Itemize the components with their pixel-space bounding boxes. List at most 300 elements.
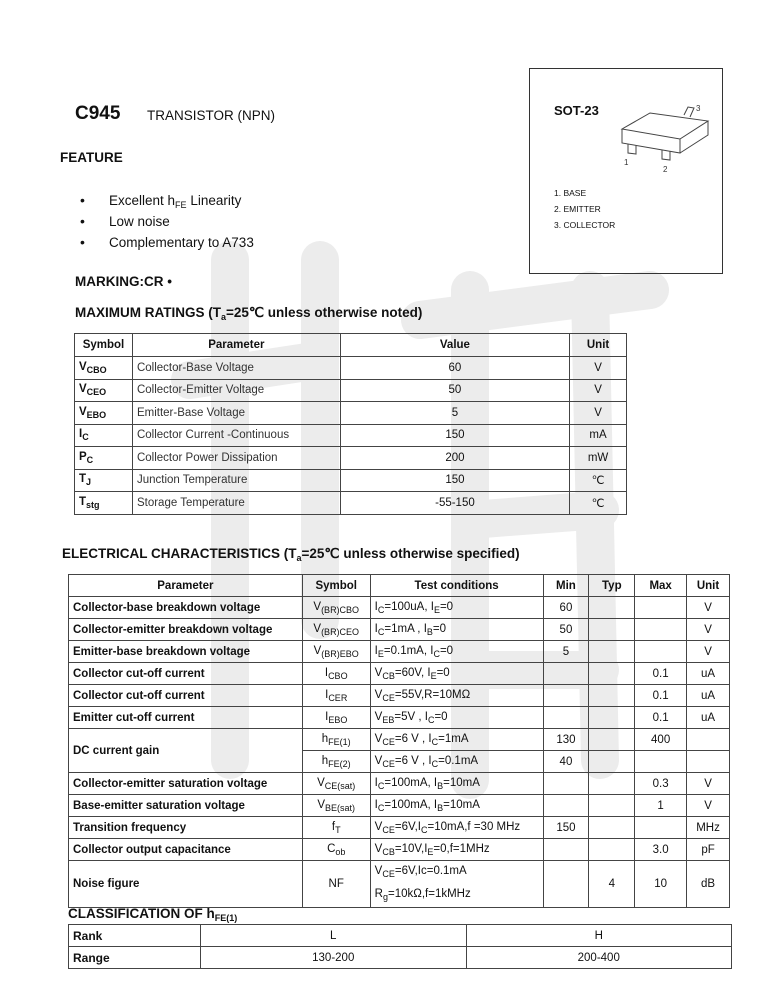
- part-description: TRANSISTOR (NPN): [147, 108, 276, 123]
- conditions-cell: [370, 619, 543, 641]
- symbol-cell: [302, 619, 370, 641]
- pin-label: 3. COLLECTOR: [554, 220, 616, 230]
- pin-1-number: 1: [624, 158, 629, 167]
- cond-letter: I: [374, 622, 378, 635]
- symbol-subscript: FE(2): [328, 758, 351, 769]
- table-row: [69, 729, 730, 751]
- table-row: [69, 773, 730, 795]
- column-header: Value: [340, 334, 569, 357]
- cond-letter: I: [433, 798, 438, 811]
- pin-3-number: 3: [696, 104, 701, 113]
- unit-cell: V: [570, 379, 627, 402]
- unit-cell: V: [687, 795, 730, 817]
- symbol-cell: [75, 447, 133, 470]
- typ-cell: [589, 641, 635, 663]
- max-cell: 0.1: [635, 707, 687, 729]
- max-cell: 1: [635, 795, 687, 817]
- unit-cell: pF: [687, 839, 730, 861]
- cond-letter: V: [374, 865, 383, 877]
- conditions-cell: [370, 707, 543, 729]
- symbol-base: I: [325, 688, 329, 701]
- symbol-cell: [302, 795, 370, 817]
- symbol-base: I: [324, 666, 329, 679]
- cond-subscript: CB: [382, 670, 395, 681]
- parameter-cell: Collector cut-off current: [69, 685, 303, 707]
- value-cell: 5: [340, 402, 569, 425]
- column-header: Unit: [570, 334, 627, 357]
- symbol-subscript: T: [335, 824, 341, 835]
- symbol-base: V: [317, 776, 325, 789]
- cond-subscript: C: [427, 714, 435, 725]
- table-row: [69, 663, 730, 685]
- typ-cell: [589, 685, 635, 707]
- table-row: [75, 402, 627, 425]
- parameter-cell: Base-emitter saturation voltage: [69, 795, 303, 817]
- classification-table: [68, 924, 732, 969]
- symbol-cell: [302, 839, 370, 861]
- cond-value: =10kΩ,f=1kMHz: [388, 888, 471, 900]
- parameter-cell: Collector output capacitance: [69, 839, 303, 861]
- parameter-cell: Collector-Base Voltage: [132, 357, 340, 380]
- conditions-cell: [370, 729, 543, 751]
- max-cell: [635, 817, 687, 839]
- parameter-cell: Emitter-Base Voltage: [132, 402, 340, 425]
- symbol-subscript: (BR)EBO: [321, 648, 359, 659]
- cond-subscript: E: [427, 846, 434, 857]
- cond-line: [375, 623, 539, 637]
- cond-line: [375, 733, 539, 747]
- cond-subscript: E: [377, 648, 384, 659]
- cond-value: =1mA ,: [384, 622, 424, 635]
- cond-value: =5V ,: [394, 710, 425, 723]
- conditions-cell: [370, 773, 543, 795]
- cond-letter: V: [374, 666, 383, 679]
- conditions-cell: [370, 663, 543, 685]
- symbol-base: h: [321, 732, 329, 745]
- electrical-table: [68, 574, 730, 908]
- parameter-cell: Collector-emitter breakdown voltage: [69, 619, 303, 641]
- unit-cell: V: [687, 619, 730, 641]
- symbol-subscript: BE(sat): [325, 802, 356, 813]
- cond-value: =10mA,f =30 MHz: [427, 820, 521, 833]
- min-cell: [543, 795, 589, 817]
- symbol-cell: [302, 707, 370, 729]
- min-cell: [543, 839, 589, 861]
- symbol-cell: [302, 663, 370, 685]
- cond-value: =0: [439, 644, 454, 657]
- table-header-row: [69, 575, 730, 597]
- cond-value: =0: [434, 710, 448, 723]
- parameter-cell: Collector Power Dissipation: [132, 447, 340, 470]
- cond-value: =100mA,: [384, 776, 434, 789]
- symbol-subscript: J: [86, 477, 92, 488]
- feature-heading: FEATURE: [60, 150, 123, 165]
- cond-value: =0: [436, 666, 450, 679]
- conditions-cell: [370, 861, 543, 908]
- symbol-cell: [302, 685, 370, 707]
- cond-subscript: CE: [382, 692, 395, 703]
- cond-line: [375, 884, 539, 907]
- table-header-row: [75, 334, 627, 357]
- cond-line: [375, 861, 539, 884]
- sot23-package-icon: [610, 99, 720, 179]
- parameter-cell: Collector Current -Continuous: [132, 424, 340, 447]
- pin-label: 1. BASE: [554, 188, 587, 198]
- conditions-cell: [370, 597, 543, 619]
- typ-cell: [589, 663, 635, 685]
- cond-letter: V: [374, 842, 383, 855]
- symbol-cell: [75, 492, 133, 515]
- symbol-base: T: [79, 495, 87, 508]
- typ-cell: [589, 839, 635, 861]
- unit-cell: MHz: [687, 817, 730, 839]
- cond-letter: R: [374, 888, 383, 900]
- package-name: SOT-23: [554, 103, 599, 118]
- rank-cell: L: [201, 925, 467, 947]
- min-cell: [543, 707, 589, 729]
- feature-item: • Complementary to A733: [80, 232, 254, 253]
- pin-label: 2. EMITTER: [554, 204, 601, 214]
- symbol-cell: [75, 402, 133, 425]
- symbol-base: T: [79, 473, 87, 486]
- value-cell: 150: [340, 424, 569, 447]
- conditions-cell: [370, 817, 543, 839]
- value-cell: 50: [340, 379, 569, 402]
- max-cell: 10: [635, 861, 687, 908]
- unit-cell: V: [687, 597, 730, 619]
- column-header: Test conditions: [370, 575, 543, 597]
- table-row: [69, 707, 730, 729]
- cond-subscript: CE: [382, 824, 395, 835]
- cond-line: [375, 821, 539, 835]
- cond-value: =6V,: [394, 820, 418, 833]
- table-row: [69, 795, 730, 817]
- cond-letter: I: [424, 842, 428, 855]
- typ-cell: [589, 729, 635, 751]
- column-header: Typ: [589, 575, 635, 597]
- cond-letter: I: [417, 820, 421, 833]
- unit-cell: [687, 751, 730, 773]
- value-cell: -55-150: [340, 492, 569, 515]
- cond-letter: I: [430, 644, 434, 657]
- unit-cell: V: [687, 641, 730, 663]
- symbol-base: NF: [328, 878, 344, 890]
- parameter-cell: Junction Temperature: [132, 469, 340, 492]
- cond-letter: I: [374, 644, 378, 657]
- rank-label: Rank: [69, 925, 201, 947]
- cond-value: =100mA,: [384, 798, 434, 811]
- cond-value: =0.1mA: [438, 754, 479, 767]
- symbol-subscript: CER: [328, 692, 348, 703]
- table-row: [69, 817, 730, 839]
- cond-value: =6V,Ic=0.1mA: [394, 865, 467, 877]
- max-cell: 0.3: [635, 773, 687, 795]
- cond-subscript: E: [430, 670, 437, 681]
- symbol-subscript: CEO: [86, 387, 107, 398]
- symbol-subscript: EBO: [86, 409, 107, 420]
- cond-value: =55V,R=10MΩ: [394, 688, 471, 701]
- cond-value: =0: [432, 622, 447, 635]
- symbol-cell: [302, 729, 370, 751]
- cond-value: =6 V ,: [394, 754, 429, 767]
- cond-value: =0.1mA,: [383, 644, 431, 657]
- table-row: [75, 447, 627, 470]
- cond-letter: V: [374, 688, 383, 701]
- symbol-base: V: [317, 798, 326, 811]
- symbol-base: I: [79, 428, 83, 441]
- min-cell: 40: [543, 751, 589, 773]
- cond-letter: I: [428, 754, 432, 767]
- column-header: Symbol: [75, 334, 133, 357]
- symbol-subscript: CBO: [86, 364, 107, 375]
- symbol-cell: [302, 861, 370, 908]
- cond-letter: I: [428, 732, 432, 745]
- symbol-cell: [302, 597, 370, 619]
- symbol-base: I: [325, 710, 329, 723]
- unit-cell: V: [570, 357, 627, 380]
- unit-cell: uA: [687, 663, 730, 685]
- parameter-cell: Transition frequency: [69, 817, 303, 839]
- min-cell: 130: [543, 729, 589, 751]
- range-label: Range: [69, 947, 201, 969]
- column-header: Min: [543, 575, 589, 597]
- table-row: [69, 947, 732, 969]
- classification-heading: CLASSIFICATION OF $h_{FE(1)}$: [68, 906, 238, 923]
- max-ratings-heading: MAXIMUM RATINGS ($T_a=25℃$ unless otherwise noted): [75, 305, 423, 322]
- range-cell: 130-200: [201, 947, 467, 969]
- cond-letter: I: [374, 776, 378, 789]
- cond-letter: I: [430, 600, 434, 613]
- symbol-subscript: C: [82, 432, 89, 443]
- table-row: [75, 492, 627, 515]
- min-cell: 150: [543, 817, 589, 839]
- max-ratings-table: [74, 333, 627, 515]
- symbol-base: V: [79, 360, 87, 373]
- min-cell: [543, 663, 589, 685]
- column-header: Parameter: [132, 334, 340, 357]
- cond-letter: I: [433, 776, 438, 789]
- symbol-base: V: [79, 383, 87, 396]
- unit-cell: mA: [570, 424, 627, 447]
- symbol-subscript: CBO: [328, 670, 348, 681]
- symbol-base: V: [313, 644, 322, 657]
- table-row: [69, 925, 732, 947]
- cond-subscript: B: [437, 802, 444, 813]
- parameter-cell: Collector-emitter saturation voltage: [69, 773, 303, 795]
- typ-cell: [589, 795, 635, 817]
- symbol-base: f: [331, 820, 336, 833]
- typ-cell: [589, 619, 635, 641]
- symbol-base: V: [313, 622, 322, 635]
- cond-letter: V: [374, 820, 383, 833]
- conditions-cell: [370, 795, 543, 817]
- range-cell: 200-400: [466, 947, 732, 969]
- unit-cell: [687, 729, 730, 751]
- cond-value: =100uA,: [384, 600, 431, 613]
- column-header: Max: [635, 575, 687, 597]
- table-row: [69, 619, 730, 641]
- cond-subscript: C: [377, 802, 385, 813]
- parameter-cell: Noise figure: [69, 861, 303, 908]
- part-number: C945: [75, 103, 121, 124]
- typ-cell: 4: [589, 861, 635, 908]
- symbol-cell: [302, 641, 370, 663]
- cond-value: =10mA: [443, 776, 480, 789]
- table-row: [75, 469, 627, 492]
- column-header: Symbol: [302, 575, 370, 597]
- pin-list: [554, 185, 615, 233]
- table-row: [69, 597, 730, 619]
- parameter-cell: Collector-Emitter Voltage: [132, 379, 340, 402]
- cond-letter: I: [374, 600, 378, 613]
- min-cell: [543, 685, 589, 707]
- max-cell: [635, 641, 687, 663]
- pin-2-number: 2: [663, 165, 668, 174]
- table-row: [69, 861, 730, 908]
- cond-subscript: C: [431, 736, 439, 747]
- symbol-base: P: [79, 450, 87, 463]
- feature-list: [80, 190, 254, 253]
- cond-line: [375, 689, 539, 703]
- electrical-heading: ELECTRICAL CHARACTERISTICS ($T_a=25℃$ unless otherwise specified): [62, 546, 520, 563]
- max-cell: 400: [635, 729, 687, 751]
- table-row: [75, 357, 627, 380]
- cond-subscript: EB: [382, 714, 395, 725]
- min-cell: 5: [543, 641, 589, 663]
- cond-letter: V: [374, 754, 383, 767]
- cond-line: [375, 799, 539, 813]
- symbol-subscript: ob: [335, 846, 346, 857]
- min-cell: [543, 773, 589, 795]
- value-cell: 150: [340, 469, 569, 492]
- symbol-subscript: EBO: [328, 714, 348, 725]
- table-row: [69, 685, 730, 707]
- unit-cell: mW: [570, 447, 627, 470]
- symbol-subscript: stg: [86, 499, 100, 510]
- parameter-cell: Collector-base breakdown voltage: [69, 597, 303, 619]
- value-cell: 200: [340, 447, 569, 470]
- cond-value: =1mA: [438, 732, 469, 745]
- cond-subscript: C: [377, 604, 385, 615]
- feature-item: • Low noise: [80, 211, 254, 232]
- package-box: [529, 68, 723, 274]
- rank-cell: H: [466, 925, 732, 947]
- conditions-cell: [370, 751, 543, 773]
- cond-value: =6 V ,: [394, 732, 429, 745]
- symbol-cell: [302, 773, 370, 795]
- parameter-cell: Emitter-base breakdown voltage: [69, 641, 303, 663]
- feature-item: • Excellent $h_{FE}$ Linearity: [80, 190, 254, 211]
- symbol-cell: [75, 469, 133, 492]
- symbol-subscript: FE(1): [328, 736, 351, 747]
- symbol-subscript: (BR)CBO: [321, 604, 360, 615]
- max-cell: 0.1: [635, 685, 687, 707]
- cond-line: [375, 711, 539, 725]
- min-cell: [543, 861, 589, 908]
- cond-line: [375, 843, 539, 857]
- symbol-base: V: [313, 600, 322, 613]
- symbol-subscript: CE(sat): [324, 780, 356, 791]
- cond-subscript: CE: [382, 758, 395, 769]
- table-row: [69, 641, 730, 663]
- min-cell: 60: [543, 597, 589, 619]
- cond-subscript: C: [420, 824, 428, 835]
- max-cell: 0.1: [635, 663, 687, 685]
- cond-letter: V: [374, 710, 383, 723]
- symbol-base: h: [321, 754, 329, 767]
- cond-letter: I: [374, 798, 378, 811]
- cond-subscript: g: [382, 892, 388, 902]
- table-row: [75, 424, 627, 447]
- cond-letter: V: [374, 732, 383, 745]
- column-header: Unit: [687, 575, 730, 597]
- unit-cell: dB: [687, 861, 730, 908]
- cond-subscript: E: [433, 604, 440, 615]
- typ-cell: [589, 597, 635, 619]
- table-row: [69, 839, 730, 861]
- symbol-subscript: (BR)CEO: [321, 626, 360, 637]
- cond-subscript: CE: [382, 736, 395, 747]
- unit-cell: uA: [687, 685, 730, 707]
- typ-cell: [589, 817, 635, 839]
- cond-line: [375, 777, 539, 791]
- unit-cell: V: [570, 402, 627, 425]
- value-cell: 60: [340, 357, 569, 380]
- symbol-subscript: C: [86, 454, 94, 465]
- symbol-base: V: [79, 405, 87, 418]
- parameter-cell: DC current gain: [69, 729, 303, 773]
- symbol-cell: [75, 379, 133, 402]
- symbol-base: C: [327, 842, 336, 855]
- parameter-cell: Emitter cut-off current: [69, 707, 303, 729]
- symbol-cell: [75, 357, 133, 380]
- cond-subscript: B: [437, 780, 444, 791]
- max-cell: 3.0: [635, 839, 687, 861]
- conditions-cell: [370, 685, 543, 707]
- cond-value: =10mA: [443, 798, 480, 811]
- cond-value: =0,f=1MHz: [433, 842, 490, 855]
- cond-subscript: CB: [382, 846, 395, 857]
- parameter-cell: Collector cut-off current: [69, 663, 303, 685]
- typ-cell: [589, 707, 635, 729]
- marking-label: MARKING:CR •: [75, 274, 172, 289]
- cond-subscript: CE: [382, 869, 395, 879]
- max-cell: [635, 751, 687, 773]
- cond-value: =0: [439, 600, 454, 613]
- cond-line: [375, 645, 539, 659]
- cond-line: [375, 667, 539, 681]
- conditions-cell: [370, 641, 543, 663]
- cond-subscript: B: [426, 626, 433, 637]
- cond-letter: I: [427, 666, 431, 679]
- symbol-cell: [302, 751, 370, 773]
- typ-cell: [589, 751, 635, 773]
- unit-cell: V: [687, 773, 730, 795]
- cond-value: =10V,: [394, 842, 425, 855]
- table-row: [75, 379, 627, 402]
- symbol-cell: [302, 817, 370, 839]
- max-cell: [635, 597, 687, 619]
- cond-subscript: C: [377, 780, 385, 791]
- unit-cell: ℃: [570, 469, 627, 492]
- cond-line: [375, 601, 539, 615]
- cond-value: =60V,: [394, 666, 428, 679]
- parameter-cell: Storage Temperature: [132, 492, 340, 515]
- cond-subscript: C: [431, 758, 439, 769]
- typ-cell: [589, 773, 635, 795]
- cond-letter: I: [423, 622, 427, 635]
- column-header: Parameter: [69, 575, 303, 597]
